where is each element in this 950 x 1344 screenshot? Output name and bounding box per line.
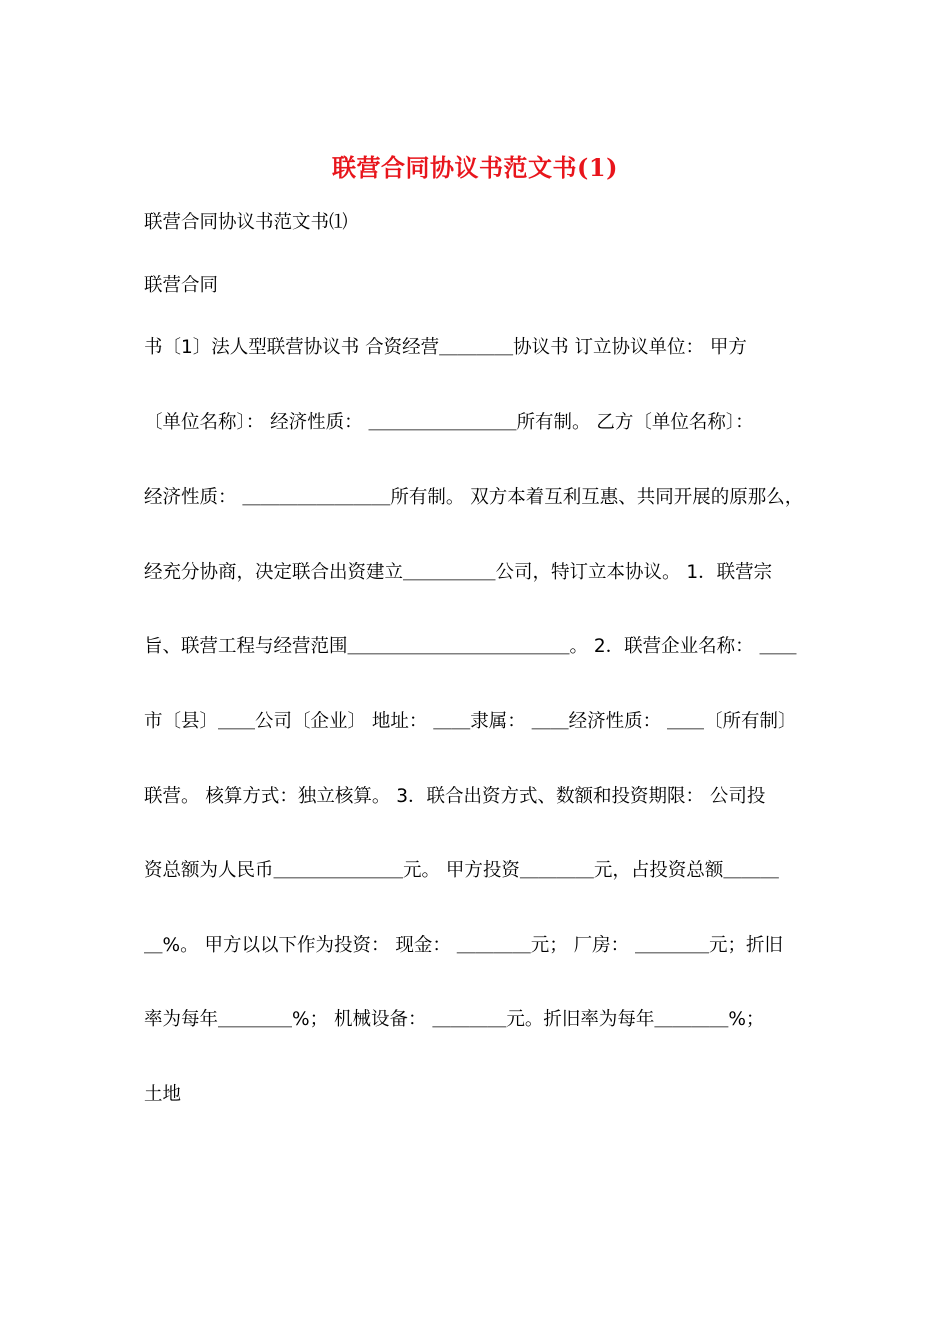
body-line: 土地 [144,1084,182,1105]
document-title: 联营合同协议书范文书(1) [332,153,618,182]
body-line: ＿%。 甲方以以下作为投资： 现金： ＿＿＿＿元； 厂房： ＿＿＿＿元；折旧 [144,935,783,956]
body-line: 经充分协商，决定联合出资建立＿＿＿＿＿公司，特订立本协议。 1．联营宗 [144,562,773,583]
body-line: 〔单位名称〕： 经济性质： ＿＿＿＿＿＿＿＿所有制。 乙方〔单位名称〕： [144,412,754,433]
body-line: 书〔1〕法人型联营协议书 合资经营＿＿＿＿协议书 订立协议单位： 甲方 [144,337,747,358]
body-line: 旨、联营工程与经营范围＿＿＿＿＿＿＿＿＿＿＿＿。 2．联营企业名称： ＿＿ [144,636,797,657]
body-line: 经济性质： ＿＿＿＿＿＿＿＿所有制。 双方本着互利互惠、共同开展的原那么， [144,487,804,508]
document-subtitle: 联营合同协议书范文书⑴ [144,212,348,233]
body-line: 市〔县〕＿＿公司〔企业〕 地址： ＿＿隶属： ＿＿经济性质： ＿＿〔所有制〕 [144,711,797,732]
body-line: 率为每年＿＿＿＿%； 机械设备： ＿＿＿＿元。折旧率为每年＿＿＿＿%； [144,1009,765,1030]
body-line: 资总额为人民币＿＿＿＿＿＿＿元。 甲方投资＿＿＿＿元，占投资总额＿＿＿ [144,860,779,881]
body-line: 联营。 核算方式：独立核算。 3．联合出资方式、数额和投资期限： 公司投 [144,786,766,807]
document-heading: 联营合同 [144,275,219,296]
